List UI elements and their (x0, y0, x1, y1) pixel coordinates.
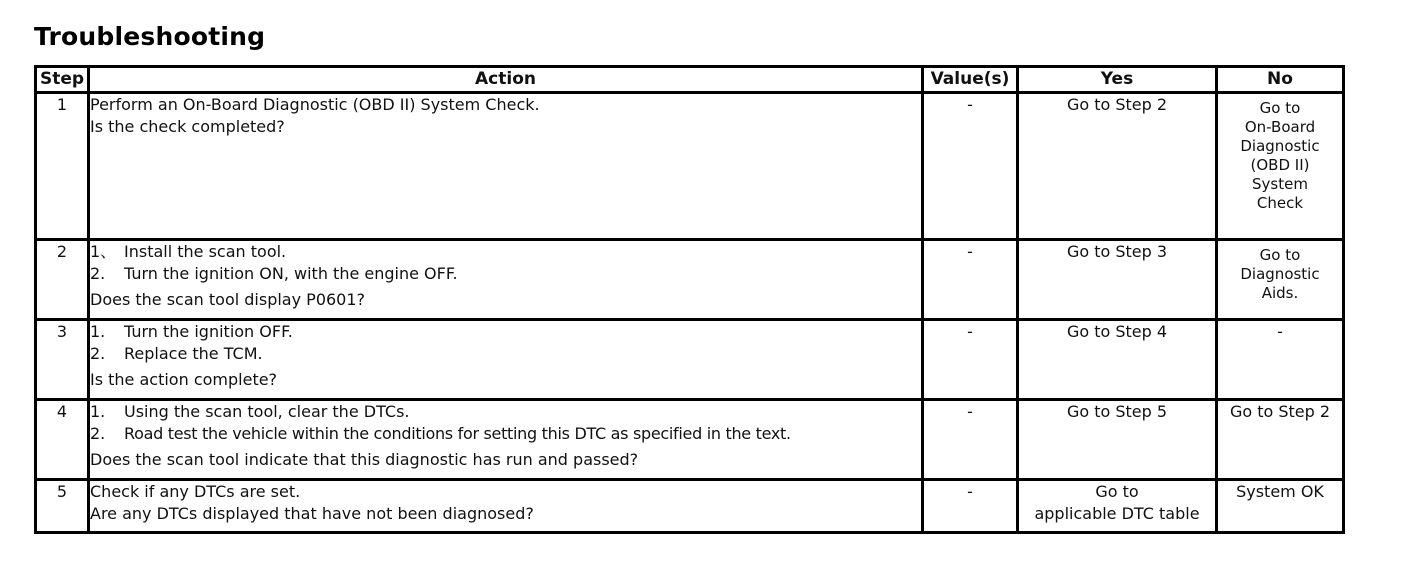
value-cell: - (923, 400, 1018, 480)
step-number: 4 (36, 400, 89, 480)
header-no: No (1217, 67, 1344, 93)
step-number: 3 (36, 320, 89, 400)
list-marker: 1. (90, 322, 106, 341)
no-text: (OBD II) (1250, 156, 1310, 174)
action-list-item: 2. Replace the TCM. (90, 344, 263, 363)
header-values: Value(s) (923, 67, 1018, 93)
action-question: Does the scan tool display P0601? (90, 290, 366, 309)
troubleshooting-table (34, 65, 1345, 534)
action-list-item: 1. Turn the ignition OFF. (90, 322, 293, 341)
yes-text: Go to Step 3 (1066, 242, 1168, 261)
list-marker: 1. (90, 402, 106, 421)
no-text: Go to (1259, 246, 1301, 264)
action-question: Is the action complete? (90, 370, 278, 389)
yes-cell (1018, 320, 1217, 400)
value-cell: - (923, 93, 1018, 240)
yes-cell (1018, 93, 1217, 240)
table-row (36, 240, 1344, 320)
action-question: Are any DTCs displayed that have not been diagnosed? (90, 504, 534, 523)
list-marker: 2. (90, 424, 106, 443)
list-marker: 2. (90, 264, 106, 283)
action-cell (89, 400, 923, 480)
no-text: Diagnostic (1240, 137, 1320, 155)
action-cell (89, 93, 923, 240)
table-row (36, 400, 1344, 480)
no-text: Go to (1259, 99, 1301, 117)
no-text: On-Board (1244, 118, 1316, 136)
header-step: Step (36, 67, 89, 93)
table-row (36, 320, 1344, 400)
value-cell: - (923, 480, 1018, 533)
action-list-item: 1. Using the scan tool, clear the DTCs. (90, 402, 410, 421)
action-list-item: 1、 Install the scan tool. (90, 242, 287, 261)
no-cell (1217, 320, 1344, 400)
step-number: 5 (36, 480, 89, 533)
no-text: Aids. (1261, 284, 1299, 302)
action-list-item: 2. Road test the vehicle within the conditions for setting this DTC as specified in the text. (90, 424, 791, 443)
page-title: Troubleshooting (34, 22, 266, 51)
step-number: 2 (36, 240, 89, 320)
yes-cell (1018, 480, 1217, 533)
no-text: Go to Step 2 (1229, 402, 1331, 421)
no-text: System OK (1236, 482, 1324, 501)
value-cell: - (923, 320, 1018, 400)
value-cell: - (923, 240, 1018, 320)
yes-text: Go to Step 2 (1066, 95, 1168, 114)
table-row (36, 480, 1344, 533)
no-text: - (1277, 322, 1283, 341)
header-action: Action (89, 67, 923, 93)
action-cell (89, 240, 923, 320)
yes-cell (1018, 400, 1217, 480)
table-header-row (36, 67, 1344, 93)
action-list-item: 2. Turn the ignition ON, with the engine OFF. (90, 264, 458, 283)
list-marker: 1、 (90, 242, 117, 261)
no-text: System (1252, 175, 1308, 193)
no-cell (1217, 400, 1344, 480)
yes-text: Go to (1095, 482, 1139, 501)
no-text: Check (1256, 194, 1304, 212)
action-cell (89, 480, 923, 533)
no-cell (1217, 240, 1344, 320)
action-cell (89, 320, 923, 400)
action-question: Is the check completed? (90, 117, 285, 136)
yes-text: applicable DTC table (1034, 504, 1200, 523)
yes-cell (1018, 240, 1217, 320)
no-cell (1217, 93, 1344, 240)
action-text: Check if any DTCs are set. (90, 482, 301, 501)
list-marker: 2. (90, 344, 106, 363)
yes-text: Go to Step 5 (1066, 402, 1168, 421)
no-cell (1217, 480, 1344, 533)
header-yes: Yes (1018, 67, 1217, 93)
no-text: Diagnostic (1240, 265, 1320, 283)
table-row (36, 93, 1344, 240)
action-text: Perform an On-Board Diagnostic (OBD II) System Check. (90, 95, 540, 114)
step-number: 1 (36, 93, 89, 240)
action-question: Does the scan tool indicate that this diagnostic has run and passed? (90, 450, 639, 469)
yes-text: Go to Step 4 (1066, 322, 1168, 341)
